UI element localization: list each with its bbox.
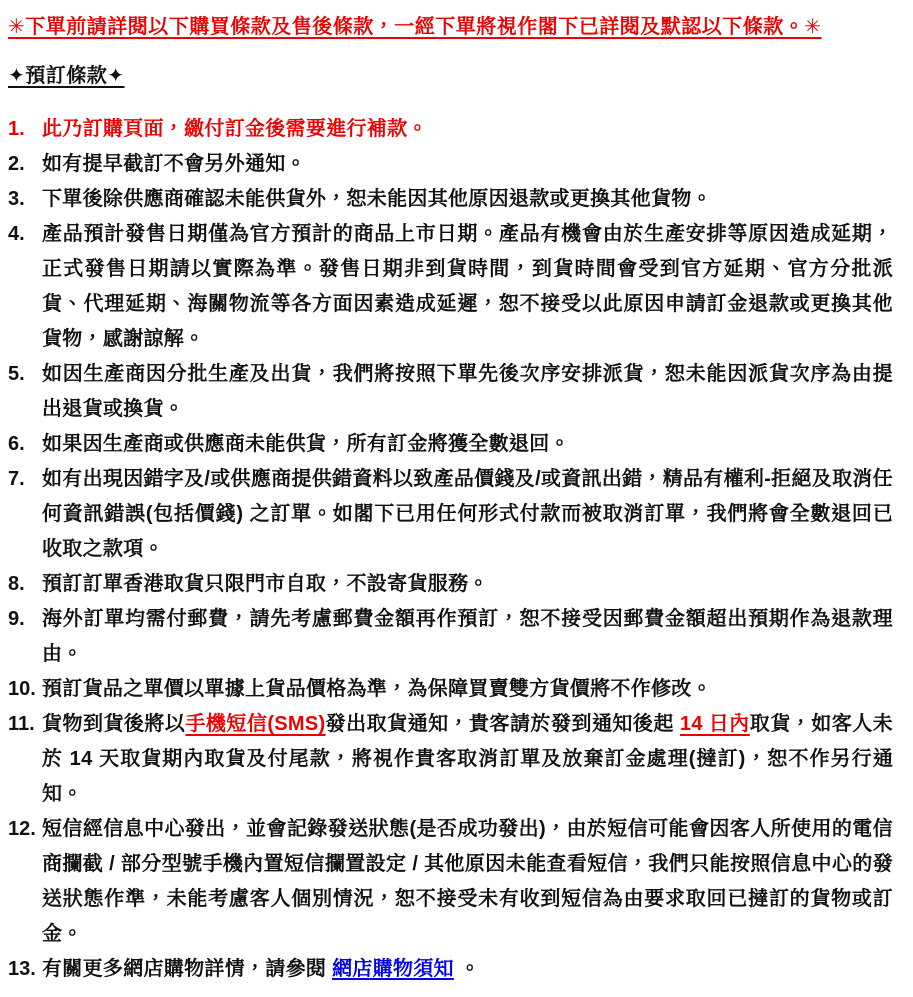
term-item-8	[8, 567, 893, 602]
term-text	[42, 602, 893, 672]
term-run: 發出取貨通知，貴客請於發到通知後起	[325, 713, 680, 735]
term-text	[42, 462, 893, 567]
term-run: 短信經信息中心發出，並會記錄發送狀態(是否成功發出)，由於短信可能會因客人所使用的電信商攔截 / 部分型號手機內置短信攔置設定 / 其他原因未能查看短信，我們只能按照信息中心的發送狀態作準，未能考慮客人個別情況，恕不接受未有收到短信為由要求取回已撻訂的貨物或訂金。	[42, 818, 893, 945]
term-item-6	[8, 427, 893, 462]
term-item-2	[8, 147, 893, 182]
term-item-13	[8, 952, 893, 987]
purchase-terms-notice-banner: ✳下單前請詳閱以下購買條款及售後條款，一經下單將視作閣下已詳閱及默認以下條款。✳	[8, 16, 822, 38]
term-text	[42, 217, 893, 357]
term-text	[42, 952, 893, 987]
term-text	[42, 427, 893, 462]
terms-list	[8, 112, 893, 987]
term-text	[42, 567, 893, 602]
term-number: 1.	[8, 118, 25, 140]
term-run: 貨物到貨後將以	[42, 713, 186, 735]
term-number: 7.	[8, 468, 25, 490]
term-run: 取貨，如客人未於 14 天取貨期內取貨及付尾款，將視作貴客取消訂單及放棄訂金處理(撻訂)，恕不作另行通知。	[42, 713, 893, 805]
term-number: 5.	[8, 363, 25, 385]
term-run: 下單後除供應商確認未能供貨外，恕未能因其他原因退款或更換其他貨物。	[42, 188, 712, 210]
term-item-9	[8, 602, 893, 672]
term-text	[42, 672, 893, 707]
term-number: 2.	[8, 153, 25, 175]
term-text	[42, 357, 893, 427]
term-run: 如有提早截訂不會另外通知。	[42, 153, 306, 175]
term-item-4	[8, 217, 893, 357]
term-run: 預訂訂單香港取貨只限門市自取，不設寄貨服務。	[42, 573, 489, 595]
term-run: 預訂貨品之單價以單據上貨品價格為準，為保障買賣雙方貨價將不作修改。	[42, 678, 712, 700]
term-run: 如因生產商因分批生產及出貨，我們將按照下單先後次序安排派貨，恕未能因派貨次序為由提出退貨或換貨。	[42, 363, 893, 420]
term-item-11	[8, 707, 893, 812]
term-number: 13.	[8, 958, 36, 980]
term-run: 產品預計發售日期僅為官方預計的商品上市日期。產品有機會由於生產安排等原因造成延期，正式發售日期請以實際為準。發售日期非到貨時間，到貨時間會受到官方延期、官方分批派貨、代理延期、海關物流等各方面因素造成延遲，恕不接受以此原因申請訂金退款或更換其他貨物，感謝諒解。	[42, 223, 893, 350]
term-number: 9.	[8, 608, 25, 630]
term-item-3	[8, 182, 893, 217]
store-shopping-notice-link[interactable]: 網店購物須知	[332, 958, 454, 980]
term-item-7	[8, 462, 893, 567]
term-item-12	[8, 812, 893, 952]
term-run: 有關更多網店購物詳情，請參閱	[42, 958, 333, 980]
term-number: 12.	[8, 818, 36, 840]
term-text	[42, 707, 893, 812]
term-item-5	[8, 357, 893, 427]
term-run: 此乃訂購頁面，繳付訂金後需要進行補款。	[42, 118, 428, 140]
term-run: 如有出現因錯字及/或供應商提供錯資料以致產品價錢及/或資訊出錯，精品有權利-拒絕及取消任何資訊錯誤(包括價錢) 之訂單。如閣下已用任何形式付款而被取消訂單，我們將會全數退回已收取之款項。	[42, 468, 893, 560]
term-text	[42, 812, 893, 952]
term-number: 8.	[8, 573, 25, 595]
term-item-1	[8, 112, 893, 147]
term-number: 11.	[8, 713, 35, 735]
preorder-terms-section-title: ✦預訂條款✦	[8, 65, 125, 87]
term-run: 海外訂單均需付郵費，請先考慮郵費金額再作預訂，恕不接受因郵費金額超出預期作為退款理由。	[42, 608, 893, 665]
term-text	[42, 182, 893, 217]
term-item-10	[8, 672, 893, 707]
term-number: 6.	[8, 433, 25, 455]
term-text	[42, 112, 893, 147]
red-highlight-text: 14 日內	[679, 713, 750, 735]
term-run: 。	[453, 958, 481, 980]
term-run: 如果因生產商或供應商未能供貨，所有訂金將獲全數退回。	[42, 433, 570, 455]
term-text	[42, 147, 893, 182]
red-highlight-text: 手機短信(SMS)	[185, 713, 326, 735]
term-number: 10.	[8, 678, 36, 700]
term-number: 3.	[8, 188, 25, 210]
term-number: 4.	[8, 223, 25, 245]
